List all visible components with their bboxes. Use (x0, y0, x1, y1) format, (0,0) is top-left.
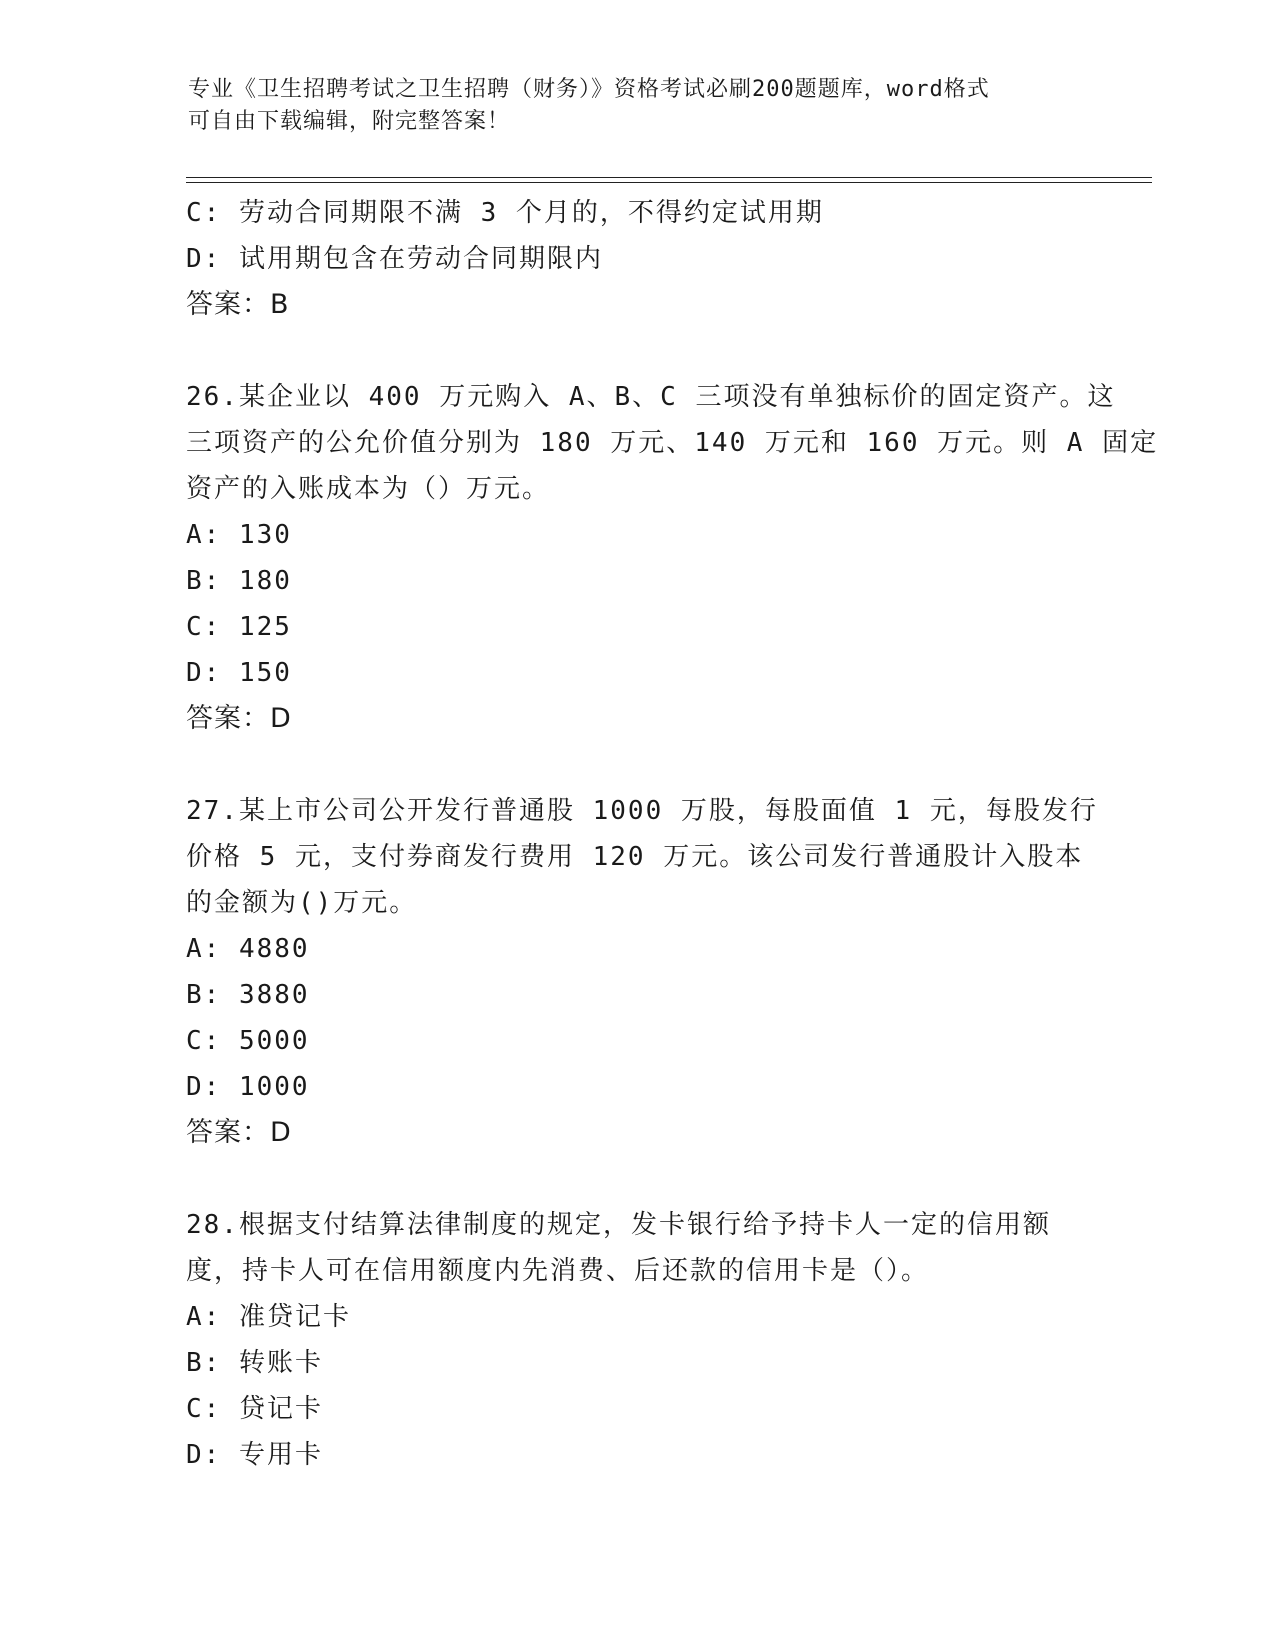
question-stem-line: 价格 5 元，支付券商发行费用 120 万元。该公司发行普通股计入股本 (186, 842, 1084, 872)
question-28 (186, 1202, 1086, 1478)
option-d: D: 150 (186, 658, 292, 688)
answer: 答案：B (186, 289, 290, 320)
header-line-2: 可自由下载编辑，附完整答案！ (188, 109, 511, 134)
option-d: D: 1000 (186, 1072, 310, 1102)
question-stem-line: 度，持卡人可在信用额度内先消费、后还款的信用卡是（）。 (186, 1256, 930, 1286)
option-a: A: 准贷记卡 (186, 1302, 351, 1332)
question-26 (186, 374, 1159, 742)
option-b: B: 180 (186, 566, 292, 596)
option-b: B: 3880 (186, 980, 310, 1010)
document-header (188, 74, 1088, 138)
question-25-continued (186, 190, 1086, 328)
option-d: D: 专用卡 (186, 1440, 323, 1470)
answer: 答案：D (186, 703, 292, 734)
question-stem-line: 27.某上市公司公开发行普通股 1000 万股，每股面值 1 元，每股发行 (186, 796, 1098, 826)
option-c: C: 贷记卡 (186, 1394, 323, 1424)
option-a: A: 4880 (186, 934, 310, 964)
header-line-1: 专业《卫生招聘考试之卫生招聘（财务）》资格考试必刷200题题库，word格式 (188, 77, 990, 102)
question-27 (186, 788, 1098, 1156)
option-c: C: 5000 (186, 1026, 310, 1056)
question-content (186, 190, 1159, 1478)
question-stem-line: 资产的入账成本为（）万元。 (186, 474, 551, 504)
answer: 答案：D (186, 1117, 292, 1148)
question-stem-line: 的金额为()万元。 (186, 888, 418, 918)
option-b: B: 转账卡 (186, 1348, 323, 1378)
header-divider-bottom (186, 182, 1152, 183)
spacer (186, 742, 1086, 788)
spacer (186, 328, 1086, 374)
question-stem-line: 三项资产的公允价值分别为 180 万元、140 万元和 160 万元。则 A 固定 (186, 428, 1159, 458)
option-c: C: 125 (186, 612, 292, 642)
header-divider-top (186, 177, 1152, 178)
option-d: D: 试用期包含在劳动合同期限内 (186, 244, 603, 274)
option-a: A: 130 (186, 520, 292, 550)
question-stem-line: 26.某企业以 400 万元购入 A、B、C 三项没有单独标价的固定资产。这 (186, 382, 1116, 412)
option-c: C: 劳动合同期限不满 3 个月的，不得约定试用期 (186, 198, 824, 228)
spacer (186, 1156, 1086, 1202)
question-stem-line: 28.根据支付结算法律制度的规定，发卡银行给予持卡人一定的信用额 (186, 1210, 1051, 1240)
